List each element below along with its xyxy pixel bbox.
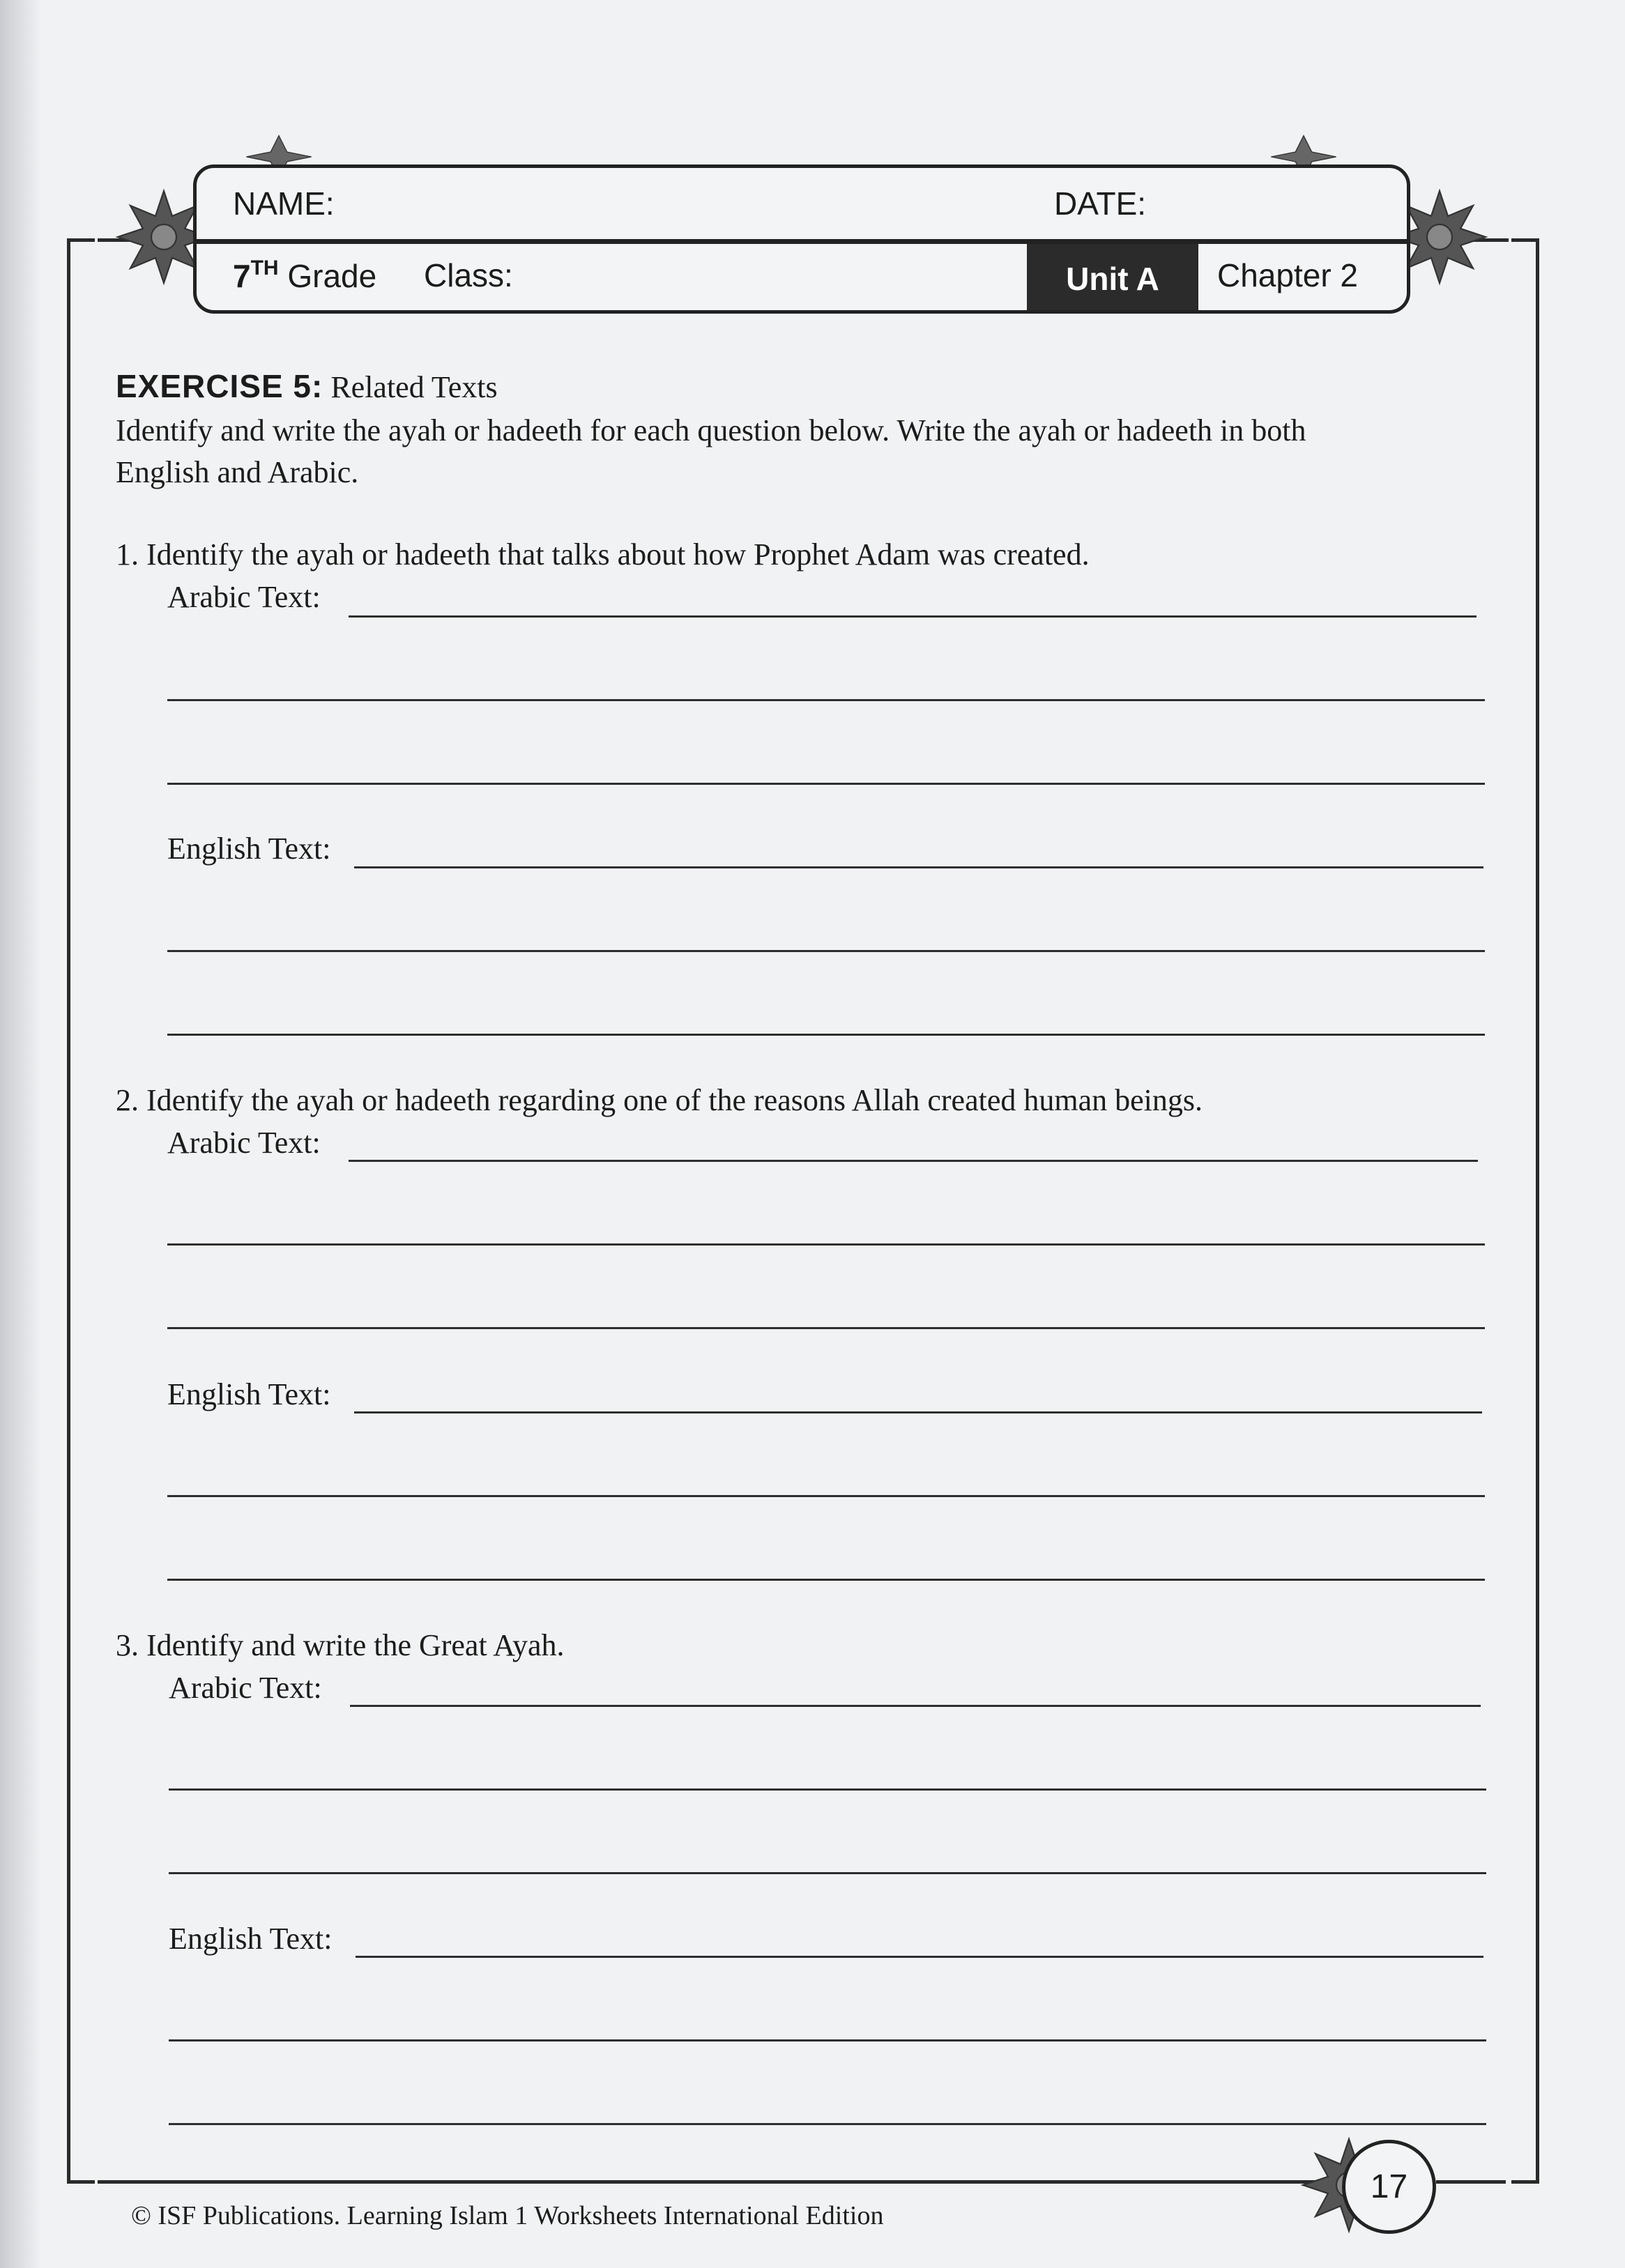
question-1: 1. Identify the ayah or hadeeth that talks about how Prophet Adam was created. (116, 537, 1090, 572)
page-number: 17 (1342, 2140, 1436, 2234)
grade-suffix: TH (250, 256, 279, 279)
date-label: DATE: (1054, 185, 1147, 222)
q2-arabic-line-2[interactable] (167, 1243, 1485, 1246)
question-2: 2. Identify the ayah or hadeeth regarding one of the reasons Allah created human beings. (116, 1083, 1203, 1117)
q3-arabic-line-1[interactable] (350, 1705, 1481, 1707)
class-label: Class: (424, 257, 513, 293)
instructions-line-2: English and Arabic. (116, 455, 359, 489)
q3-english-line-2[interactable] (169, 2039, 1486, 2041)
header-divider (197, 239, 1407, 244)
grade-word: Grade (287, 258, 377, 294)
q2-english-line-1[interactable] (354, 1411, 1482, 1413)
q2-english-label: English Text: (167, 1377, 331, 1411)
student-info-header (193, 164, 1410, 314)
frame-left-border (67, 265, 70, 2161)
q3-arabic-line-3[interactable] (169, 1872, 1486, 1874)
q2-english-line-2[interactable] (167, 1495, 1485, 1497)
q2-english-line-3[interactable] (167, 1579, 1485, 1581)
chapter-label: Chapter 2 (1217, 257, 1359, 293)
frame-corner-top-right (1511, 238, 1539, 266)
q2-arabic-label: Arabic Text: (167, 1126, 321, 1160)
frame-right-border (1536, 265, 1539, 2161)
q2-arabic-line-1[interactable] (349, 1160, 1478, 1162)
q3-english-label: English Text: (169, 1922, 333, 1956)
name-label: NAME: (233, 185, 335, 222)
exercise-heading (116, 367, 498, 405)
q1-arabic-line-3[interactable] (167, 783, 1485, 785)
frame-corner-bottom-right (1511, 2156, 1539, 2184)
frame-corner-top-left (67, 238, 95, 266)
q3-english-line-3[interactable] (169, 2123, 1486, 2125)
q3-arabic-label: Arabic Text: (169, 1671, 322, 1705)
exercise-title: Related Texts (330, 370, 498, 404)
instructions-line-1: Identify and write the ayah or hadeeth for each question below. Write the ayah or hadeeth in both (116, 413, 1306, 447)
q1-arabic-label: Arabic Text: (167, 580, 321, 614)
q1-english-line-3[interactable] (167, 1034, 1485, 1036)
grade-label (233, 256, 376, 295)
copyright-footer: © ISF Publications. Learning Islam 1 Worksheets International Edition (131, 2201, 884, 2230)
question-3: 3. Identify and write the Great Ayah. (116, 1628, 565, 1662)
q1-english-line-1[interactable] (354, 866, 1483, 868)
q1-arabic-line-1[interactable] (349, 615, 1477, 618)
frame-bottom-border (98, 2180, 1345, 2184)
q3-arabic-line-2[interactable] (169, 1788, 1486, 1791)
exercise-label: EXERCISE 5: (116, 368, 323, 404)
frame-bottom-border-right (1436, 2180, 1506, 2184)
q2-arabic-line-3[interactable] (167, 1327, 1485, 1329)
grade-number: 7 (233, 258, 251, 294)
q3-english-line-1[interactable] (356, 1956, 1483, 1958)
q1-english-line-2[interactable] (167, 950, 1485, 952)
q1-arabic-line-2[interactable] (167, 699, 1485, 701)
frame-corner-bottom-left (67, 2156, 95, 2184)
unit-badge: Unit A (1027, 244, 1198, 314)
q1-english-label: English Text: (167, 832, 331, 866)
